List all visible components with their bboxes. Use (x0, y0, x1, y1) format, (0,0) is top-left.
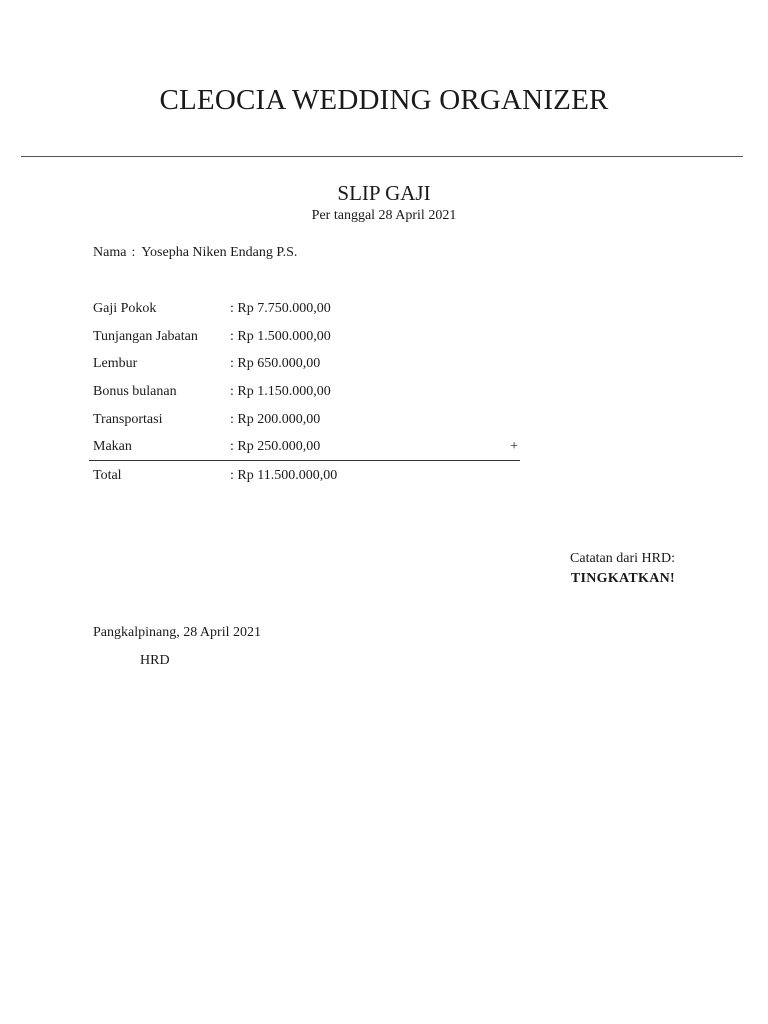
employee-name-label: Nama (93, 245, 127, 260)
employee-name-separator: : (131, 245, 136, 260)
salary-row-transportasi (93, 409, 520, 437)
employee-name-line (93, 245, 297, 261)
slip-date: Per tanggal 28 April 2021 (311, 208, 457, 223)
salary-row-tunjangan-jabatan (93, 326, 520, 354)
total-row (93, 465, 520, 487)
salary-item-label: Tunjangan Jabatan (93, 328, 198, 344)
sum-divider (89, 460, 520, 461)
sum-sign: + (510, 439, 518, 455)
salary-row-bonus-bulanan (93, 381, 520, 409)
salary-item-label: Makan (93, 439, 132, 455)
salary-item-label: Transportasi (93, 411, 163, 427)
salary-item-label: Bonus bulanan (93, 384, 177, 400)
signature-place-date: Pangkalpinang, 28 April 2021 (93, 625, 261, 640)
salary-item-value: : Rp 1.500.000,00 (230, 328, 331, 344)
salary-item-value: : Rp 1.150.000,00 (230, 384, 331, 400)
total-label: Total (93, 468, 122, 483)
salary-items (93, 298, 520, 464)
salary-item-value: : Rp 250.000,00 (230, 439, 321, 455)
salary-item-label: Gaji Pokok (93, 301, 157, 316)
salary-item-value: : Rp 7.750.000,00 (230, 301, 331, 316)
slip-title: SLIP GAJI (337, 181, 431, 205)
signature-signer: HRD (140, 653, 170, 668)
salary-item-value: : Rp 650.000,00 (230, 356, 321, 372)
total-value: : Rp 11.500.000,00 (230, 468, 338, 483)
salary-row-gaji-pokok (93, 298, 520, 326)
salary-item-value: : Rp 200.000,00 (230, 411, 321, 427)
header-divider (21, 156, 743, 157)
employee-name-value: Yosepha Niken Endang P.S. (141, 245, 298, 260)
company-name: CLEOCIA WEDDING ORGANIZER (159, 84, 609, 116)
hrd-note-heading: Catatan dari HRD: (570, 551, 675, 566)
salary-item-label: Lembur (93, 356, 138, 372)
salary-row-lembur (93, 353, 520, 381)
hrd-note (570, 549, 675, 589)
hrd-note-text: TINGKATKAN! (570, 571, 675, 586)
